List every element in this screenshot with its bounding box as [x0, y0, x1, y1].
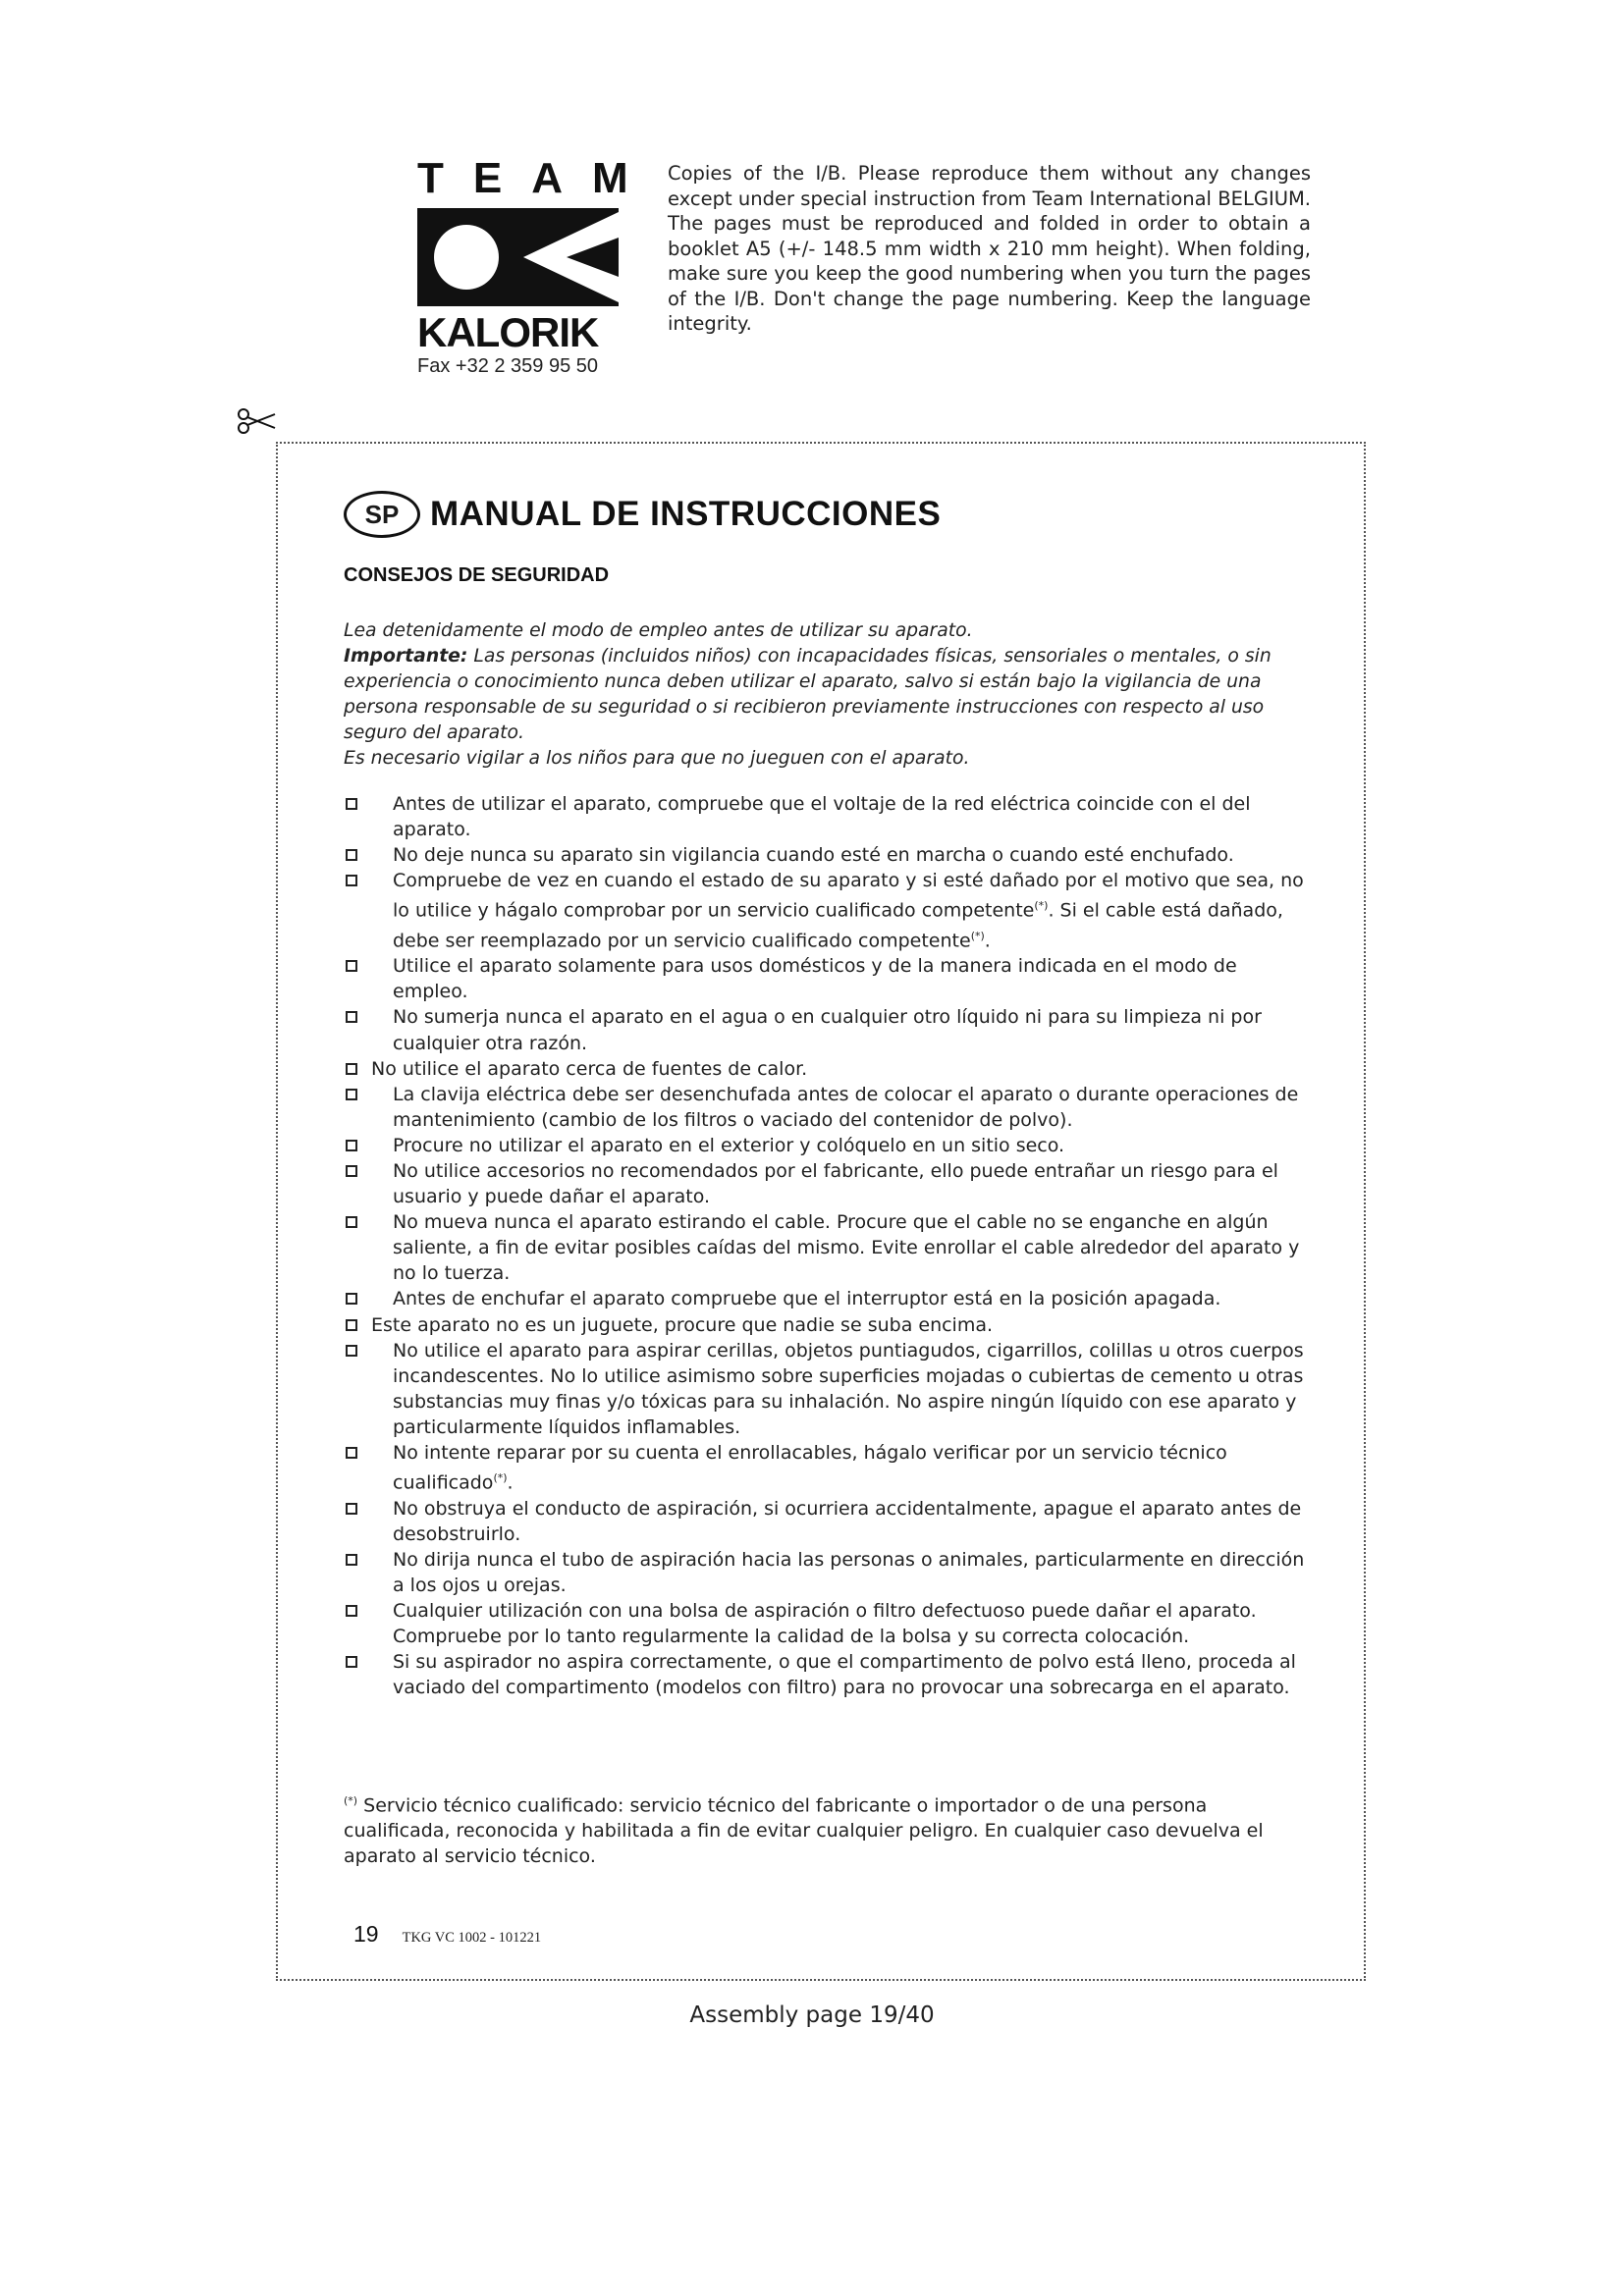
checkbox-square-icon: [346, 1011, 357, 1023]
checkbox-square-icon: [346, 1503, 357, 1515]
list-item: No dirija nunca el tubo de aspiración hacia las personas o animales, particularmente en dirección a los ojos u orejas.: [344, 1547, 1311, 1598]
checkbox-square-icon: [346, 1216, 357, 1228]
checkbox-square-icon: [346, 1345, 357, 1357]
kalorik-k-mark-icon: [417, 208, 619, 306]
footnote-ref: (*): [1034, 899, 1049, 913]
list-item: Este aparato no es un juguete, procure que nadie se suba encima.: [344, 1312, 1311, 1338]
section-title: CONSEJOS DE SEGURIDAD: [344, 564, 610, 586]
footnote-ref: (*): [970, 929, 985, 942]
checkbox-square-icon: [346, 1554, 357, 1566]
checkbox-square-icon: [346, 1140, 357, 1151]
list-item: No mueva nunca el aparato estirando el cable. Procure que el cable no se enganche en algún saliente, a fin de evitar posibles caídas del mismo. Evite enrollar el cable alrededor del aparato y no lo tuerza.: [344, 1209, 1311, 1286]
intro-read-carefully: Lea detenidamente el modo de empleo antes de utilizar su aparato.: [344, 620, 973, 641]
list-item: La clavija eléctrica debe ser desenchufada antes de colocar el aparato o durante operaciones de mantenimiento (cambio de los filtros o vaciado del contenidor de polvo).: [344, 1082, 1311, 1133]
list-item: Antes de enchufar el aparato compruebe que el interruptor está en la posición apagada.: [344, 1286, 1311, 1311]
footnote-text: Servicio técnico cualificado: servicio técnico del fabricante o importador o de una persona cualificada, reconocida y habilitada a fin de evitar cualquier peligro. En cualquier caso devuelva el aparato al servicio técnico.: [344, 1794, 1264, 1868]
safety-list: [344, 791, 1311, 1700]
page-footer: [353, 1921, 541, 1948]
reproduction-instructions: Copies of the I/B. Please reproduce them without any changes except under special instruction from Team International BELGIUM. The pages must be reproduced and folded in order to obtain a booklet A5 (+/- 148.5 mm width x 210 mm height). When folding, make sure you keep the good numbering when you turn the pages of the I/B. Don't change the page numbering. Keep the language integrity.: [668, 162, 1311, 335]
language-badge: SP: [344, 491, 420, 538]
checkbox-square-icon: [346, 798, 357, 810]
list-item: Utilice el aparato solamente para usos domésticos y de la manera indicada en el modo de empleo.: [344, 953, 1311, 1004]
checkbox-square-icon: [346, 849, 357, 861]
checkbox-square-icon: [346, 1063, 357, 1075]
list-item: Si su aspirador no aspira correctamente, o que el compartimento de polvo está lleno, proceda al vaciado del compartimento (modelos con filtro) para no provocar una sobrecarga en el aparato.: [344, 1649, 1311, 1700]
checkbox-square-icon: [346, 1447, 357, 1459]
footnote-mark: (*): [344, 1794, 358, 1807]
manual-header: [344, 491, 941, 538]
service-footnote: [344, 1789, 1301, 1869]
checkbox-square-icon: [346, 1293, 357, 1305]
checkbox-square-icon: [346, 1605, 357, 1617]
scissors-icon: [236, 406, 277, 436]
checkbox-square-icon: [346, 1165, 357, 1177]
list-item: Procure no utilizar el aparato en el exterior y colóquelo en un sitio seco.: [344, 1133, 1311, 1158]
list-item: Compruebe de vez en cuando el estado de su aparato y si esté dañado por el motivo que sea, no lo utilice y hágalo comprobar por un servicio cualificado competente(*). Si el cable está dañado, debe ser reemplazado por un servicio cualificado competente(*).: [344, 868, 1311, 953]
list-item: No utilice accesorios no recomendados por el fabricante, ello puede entrañar un riesgo para el usuario y puede dañar el aparato.: [344, 1158, 1311, 1209]
important-text: Las personas (incluidos niños) con incapacidades físicas, sensoriales o mentales, o sin experiencia o conocimiento nunca deben utilizar el aparato, salvo si están bajo la vigilancia de una persona responsable de su seguridad o si recibieron previamente instrucciones con respecto al uso seguro del aparato.: [344, 646, 1272, 743]
manual-title: MANUAL DE INSTRUCCIONES: [430, 495, 942, 533]
safety-intro: [344, 618, 1296, 772]
intro-important: [344, 644, 1296, 746]
team-kalorik-logo: [417, 154, 658, 378]
list-item: No utilice el aparato para aspirar cerillas, objetos puntiagudos, cigarrillos, colillas u otros cuerpos incandescentes. No lo utilice asimismo sobre superficies mojadas o cubiertas de cemento u otras substancias muy finas y/o tóxicas para su inhalación. No aspire ningún líquido con ese aparato y particularmente líquidos inflamables.: [344, 1338, 1311, 1440]
checkbox-square-icon: [346, 1089, 357, 1100]
logo-brand-text: KALORIK: [417, 309, 599, 355]
list-item: No deje nunca su aparato sin vigilancia cuando esté en marcha o cuando esté enchufado.: [344, 842, 1311, 868]
list-item: No sumerja nunca el aparato en el agua o en cualquier otro líquido ni para su limpieza ni por cualquier otra razón.: [344, 1004, 1311, 1055]
list-item: Cualquier utilización con una bolsa de aspiración o filtro defectuoso puede dañar el aparato. Compruebe por lo tanto regularmente la calidad de la bolsa y su correcta colocación.: [344, 1598, 1311, 1649]
important-label: Importante:: [344, 646, 468, 667]
checkbox-square-icon: [346, 1656, 357, 1668]
checkbox-square-icon: [346, 1319, 357, 1331]
footnote-ref: (*): [493, 1471, 508, 1485]
checkbox-square-icon: [346, 875, 357, 886]
assembly-page-label: Assembly page 19/40: [689, 2002, 935, 2028]
checkbox-square-icon: [346, 960, 357, 972]
fax-number: Fax +32 2 359 95 50: [417, 355, 599, 377]
intro-children: Es necesario vigilar a los niños para que no jueguen con el aparato.: [344, 748, 970, 769]
list-item: No intente reparar por su cuenta el enrollacables, hágalo verificar por un servicio técnico cualificado(*).: [344, 1440, 1311, 1496]
model-code: TKG VC 1002 - 101221: [402, 1930, 542, 1946]
list-item: Antes de utilizar el aparato, compruebe que el voltaje de la red eléctrica coincide con el del aparato.: [344, 791, 1311, 842]
list-item: No obstruya el conducto de aspiración, si ocurriera accidentalmente, apague el aparato antes de desobstruirlo.: [344, 1496, 1311, 1547]
logo-team-text: TEAM: [417, 154, 658, 202]
list-item: No utilice el aparato cerca de fuentes de calor.: [344, 1056, 1311, 1082]
page-number: 19: [353, 1921, 379, 1947]
